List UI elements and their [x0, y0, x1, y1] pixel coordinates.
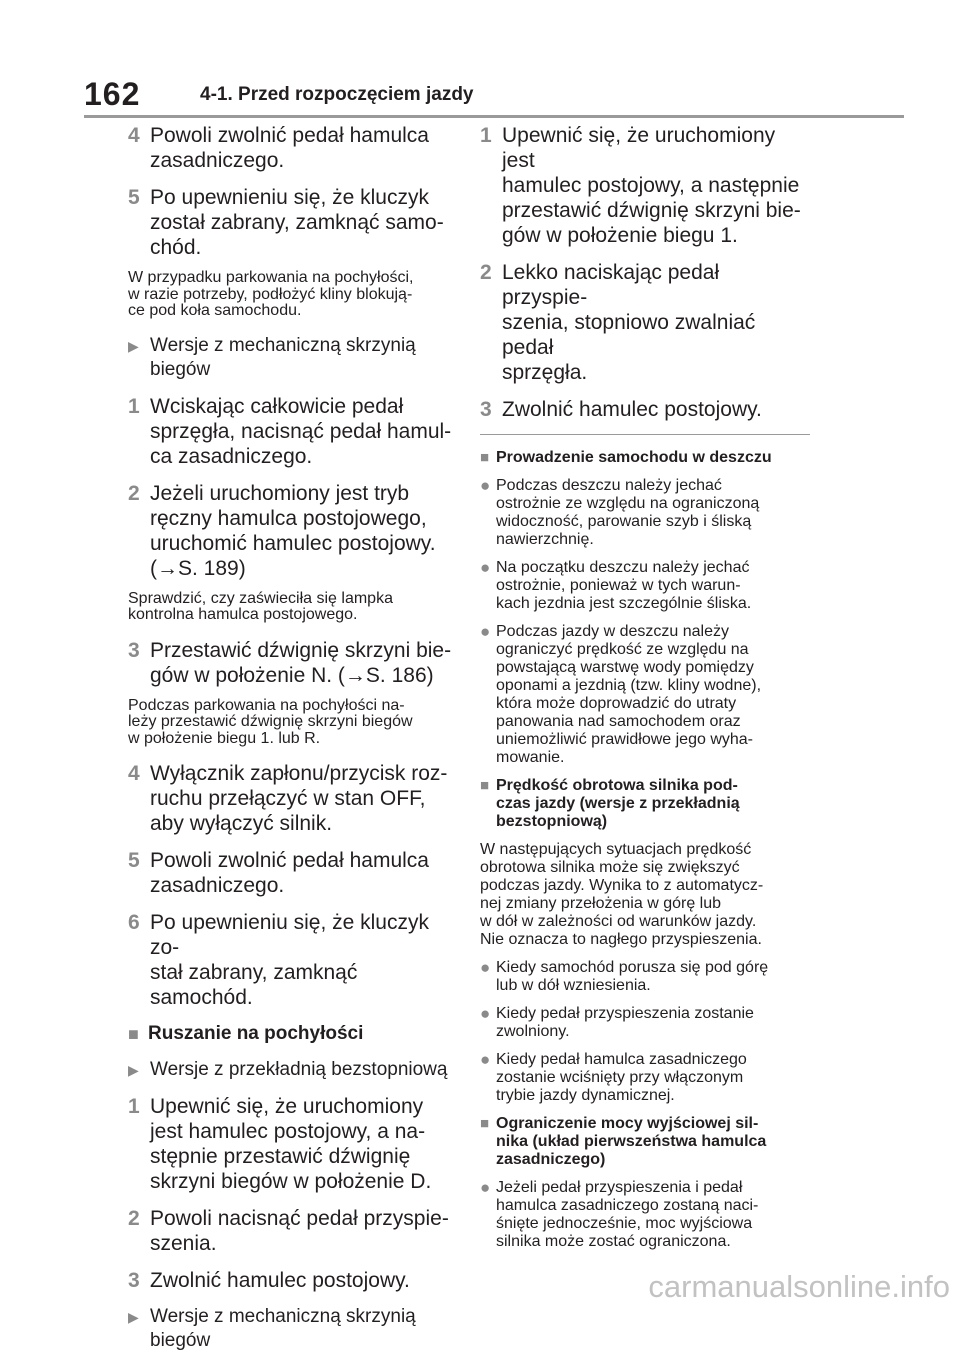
step-number: 1 [128, 1095, 140, 1118]
circle-bullet-icon: ● [480, 1050, 491, 1069]
circle-bullet-icon: ● [480, 958, 491, 977]
rpm-paragraph: W następujących sytuacjach prędkość obrotowa silnika może się zwiększyć podczas jazdy. Wynika to z automatycz- nej zmiany przełożenia w górę lub w dół w zależności od warunków jazdy. Nie oznacza to nagłego przyspieszenia. [480, 841, 764, 948]
heading-engine-rpm [480, 777, 810, 831]
step-item [128, 1206, 458, 1256]
square-bullet-icon: ■ [128, 1024, 139, 1044]
variant-manual-transmission [128, 334, 458, 382]
bullet-item [480, 477, 810, 549]
note-parking-brake-lamp: Sprawdzić, czy zaświeciła się lampka kontrolna hamulca postojowego. [128, 589, 393, 623]
bullet-item [480, 959, 810, 995]
note-slope-gear: Podczas parkowania na pochyłości na- leży przestawić dźwignię skrzyni biegów w położenie biegu 1. lub R. [128, 696, 413, 747]
step-text: Wyłącznik zapłonu/przycisk roz- ruchu przełączyć w stan OFF, aby wyłączyć silnik. [150, 762, 448, 835]
variant-cvt [128, 1058, 458, 1082]
step-item [128, 123, 458, 173]
step-number: 3 [128, 638, 140, 662]
step-item [128, 848, 458, 898]
step-item [128, 394, 458, 469]
step-number: 4 [128, 124, 140, 147]
bullet-text: Kiedy pedał hamulca zasadniczego zostanie wciśnięty przy włączonym trybie jazdy dynamicznej. [496, 1051, 747, 1104]
step-number: 2 [128, 481, 140, 505]
step-number: 3 [480, 398, 492, 421]
step-item [128, 1094, 458, 1194]
triangle-right-icon: ▶ [128, 1309, 139, 1325]
heading-power-limit [480, 1115, 810, 1169]
step-text: Powoli zwolnić pedał hamulca zasadniczego. [150, 124, 429, 172]
right-column [480, 123, 810, 1261]
bullet-item [480, 559, 810, 613]
bullet-item [480, 623, 810, 767]
step-text: Lekko naciskając pedał przyspie- szenia, stopniowo zwalniać pedał sprzęgła. [502, 261, 756, 384]
step-number: 1 [128, 394, 140, 418]
section-divider [480, 434, 810, 435]
bullet-text: Podczas jazdy w deszczu należy ograniczyć prędkość ze względu na powstającą warstwę wody pomiędzy oponami a jezdnią (tzw. kliny wodne), która może doprowadzić do utraty panowania nad samochodem oraz uniemożliwić prawidłowe jego wyha- mowanie. [496, 623, 762, 766]
header-rule [84, 115, 904, 118]
step-item [128, 638, 458, 688]
section-title: 4-1. Przed rozpoczęciem jazdy [200, 84, 474, 105]
step-item [128, 1268, 458, 1293]
bullet-text: Kiedy samochód porusza się pod górę lub w dół wzniesienia. [496, 959, 769, 994]
step-number: 3 [128, 1269, 140, 1292]
step-item [128, 761, 458, 836]
step-text: Zwolnić hamulec postojowy. [150, 1269, 410, 1292]
step-text: Po upewnieniu się, że kluczyk został zabrany, zamknąć samo- chód. [150, 186, 444, 259]
step-text: Wciskając całkowicie pedał sprzęgła, nacisnąć pedał hamul- ca zasadniczego. [150, 394, 452, 468]
triangle-right-icon: ▶ [128, 337, 139, 354]
step-item [128, 185, 458, 260]
heading-text: Ruszanie na pochyłości [148, 1023, 364, 1044]
bullet-text: Jeżeli pedał przyspieszenia i pedał hamulca zasadniczego zostaną naci- śnięte jednocześnie, moc wyjściowa silnika może zostać ograniczona. [496, 1179, 759, 1250]
step-text: Powoli nacisnąć pedał przyspie- szenia. [150, 1207, 449, 1255]
square-bullet-icon: ■ [480, 449, 490, 466]
page-number: 162 [84, 76, 141, 112]
heading-text: Prowadzenie samochodu w deszczu [496, 449, 772, 466]
heading-text: Ograniczenie mocy wyjściowej sil- nika (układ pierwszeństwa hamulca zasadniczego) [496, 1115, 767, 1168]
variant-label: Wersje z mechaniczną skrzynią biegów [150, 1306, 416, 1351]
step-text: Jeżeli uruchomiony jest tryb ręczny hamulca postojowego, uruchomić hamulec postojowy. (→S. 189) [150, 481, 436, 580]
step-number: 1 [480, 124, 492, 147]
step-text: Powoli zwolnić pedał hamulca zasadniczego. [150, 849, 429, 897]
variant-label: Wersje z przekładnią bezstopniową [150, 1059, 448, 1080]
bullet-text: Na początku deszczu należy jechać ostrożnie, ponieważ w tych warun- kach jezdnia jest szczególnie śliska. [496, 559, 752, 612]
circle-bullet-icon: ● [480, 1004, 491, 1023]
note-parking-slope: W przypadku parkowania na pochyłości, w razie potrzeby, podłożyć kliny blokują- ce pod koła samochodu. [128, 269, 414, 319]
bullet-item [480, 1051, 810, 1105]
bullet-text: Kiedy pedał przyspieszenia zostanie zwolniony. [496, 1005, 754, 1040]
step-number: 4 [128, 762, 140, 785]
step-item [480, 123, 810, 248]
watermark: carmanualsonline.info [648, 1269, 950, 1304]
heading-text: Prędkość obrotowa silnika pod- czas jazdy (wersje z przekładnią bezstopniową) [496, 777, 740, 830]
circle-bullet-icon: ● [480, 476, 491, 495]
variant-label: Wersje z mechaniczną skrzynią biegów [150, 334, 416, 380]
heading-rain-driving [480, 449, 810, 467]
heading-hill-start [128, 1022, 458, 1046]
circle-bullet-icon: ● [480, 558, 491, 577]
square-bullet-icon: ■ [480, 777, 490, 794]
square-bullet-icon: ■ [480, 1115, 490, 1132]
variant-manual-transmission [128, 1305, 458, 1353]
step-text: Przestawić dźwignię skrzyni bie- gów w położenie N. (→S. 186) [150, 638, 452, 687]
triangle-right-icon: ▶ [128, 1062, 139, 1078]
step-item [480, 397, 810, 422]
circle-bullet-icon: ● [480, 622, 491, 641]
step-number: 2 [480, 261, 492, 284]
step-number: 5 [128, 849, 140, 872]
step-item [128, 910, 458, 1010]
bullet-item [480, 1179, 810, 1251]
step-number: 6 [128, 911, 140, 934]
left-column [128, 123, 458, 1365]
step-text: Upewnić się, że uruchomiony jest hamulec postojowy, a następnie przestawić dźwignię skrzyni bie- gów w położenie biegu 1. [502, 124, 801, 247]
step-text: Upewnić się, że uruchomiony jest hamulec postojowy, a na- stępnie przestawić dźwignię skrzyni biegów w położenie D. [150, 1095, 432, 1193]
step-item [128, 481, 458, 581]
step-text: Po upewnieniu się, że kluczyk zo- stał zabrany, zamknąć samochód. [150, 911, 429, 1009]
circle-bullet-icon: ● [480, 1178, 491, 1197]
step-number: 5 [128, 186, 140, 209]
bullet-text: Podczas deszczu należy jechać ostrożnie ze względu na ograniczoną widoczność, parowanie szyb i śliską nawierzchnię. [496, 477, 760, 548]
step-number: 2 [128, 1207, 140, 1230]
step-item [480, 260, 810, 385]
step-text: Zwolnić hamulec postojowy. [502, 398, 762, 421]
bullet-item [480, 1005, 810, 1041]
